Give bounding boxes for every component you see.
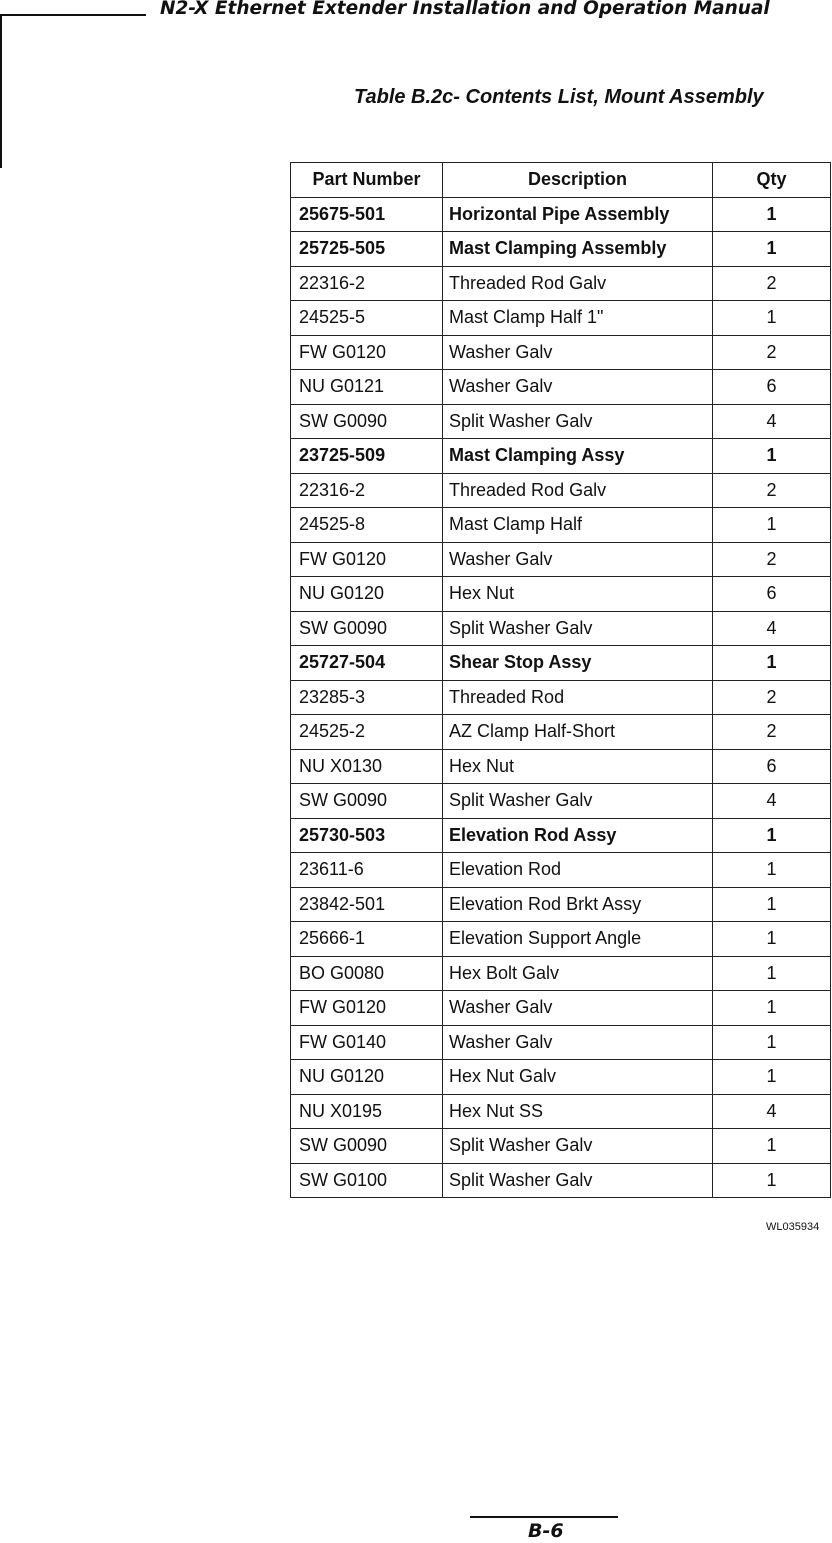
part-number-cell: 24525-2 <box>291 715 443 750</box>
part-number-cell: 25725-505 <box>291 232 443 267</box>
part-number-cell: 24525-8 <box>291 508 443 543</box>
table-row <box>291 922 831 957</box>
part-number-cell: SW G0090 <box>291 404 443 439</box>
description-cell: Hex Nut Galv <box>443 1060 713 1095</box>
description-cell: Split Washer Galv <box>443 784 713 819</box>
description-cell: Mast Clamping Assembly <box>443 232 713 267</box>
description-cell: Hex Bolt Galv <box>443 956 713 991</box>
qty-cell: 1 <box>713 197 831 232</box>
manual-title: N2-X Ethernet Extender Installation and Operation Manual <box>160 0 770 19</box>
table-row <box>291 887 831 922</box>
description-cell: Washer Galv <box>443 370 713 405</box>
qty-cell: 1 <box>713 887 831 922</box>
table-row <box>291 749 831 784</box>
qty-cell: 6 <box>713 370 831 405</box>
qty-cell: 4 <box>713 1094 831 1129</box>
part-number-cell: FW G0120 <box>291 991 443 1026</box>
table-row <box>291 646 831 681</box>
qty-cell: 1 <box>713 1163 831 1198</box>
qty-cell: 4 <box>713 784 831 819</box>
table-row <box>291 956 831 991</box>
description-cell: Mast Clamp Half 1" <box>443 301 713 336</box>
part-number-cell: NU X0195 <box>291 1094 443 1129</box>
description-cell: Horizontal Pipe Assembly <box>443 197 713 232</box>
table-row <box>291 1094 831 1129</box>
description-cell: Washer Galv <box>443 991 713 1026</box>
page-number: B-6 <box>528 1520 564 1542</box>
table-row <box>291 611 831 646</box>
part-number-cell: 25666-1 <box>291 922 443 957</box>
part-number-cell: 22316-2 <box>291 266 443 301</box>
part-number-cell: FW G0140 <box>291 1025 443 1060</box>
contents-list-table <box>290 162 831 1198</box>
part-number-cell: FW G0120 <box>291 542 443 577</box>
part-number-cell: 23611-6 <box>291 853 443 888</box>
part-number-cell: 25730-503 <box>291 818 443 853</box>
description-cell: Split Washer Galv <box>443 404 713 439</box>
qty-cell: 1 <box>713 439 831 474</box>
table-row <box>291 404 831 439</box>
part-number-cell: NU X0130 <box>291 749 443 784</box>
table-row <box>291 301 831 336</box>
part-number-cell: NU G0120 <box>291 577 443 612</box>
qty-cell: 2 <box>713 473 831 508</box>
part-number-cell: 23285-3 <box>291 680 443 715</box>
description-cell: Split Washer Galv <box>443 1163 713 1198</box>
table-row <box>291 266 831 301</box>
table-row <box>291 1163 831 1198</box>
part-number-cell: NU G0120 <box>291 1060 443 1095</box>
table-row <box>291 991 831 1026</box>
table-row <box>291 370 831 405</box>
qty-cell: 2 <box>713 680 831 715</box>
description-cell: Elevation Support Angle <box>443 922 713 957</box>
part-number-cell: 24525-5 <box>291 301 443 336</box>
table-row <box>291 542 831 577</box>
description-cell: Threaded Rod <box>443 680 713 715</box>
part-number-cell: SW G0090 <box>291 1129 443 1164</box>
qty-cell: 2 <box>713 335 831 370</box>
part-number-cell: SW G0100 <box>291 1163 443 1198</box>
header-part-number: Part Number <box>291 163 443 198</box>
qty-cell: 4 <box>713 611 831 646</box>
table-header-row <box>291 163 831 198</box>
qty-cell: 6 <box>713 577 831 612</box>
table-row <box>291 197 831 232</box>
part-number-cell: 23842-501 <box>291 887 443 922</box>
description-cell: Hex Nut <box>443 749 713 784</box>
qty-cell: 2 <box>713 542 831 577</box>
table-title: Table B.2c- Contents List, Mount Assembly <box>354 86 764 108</box>
table-row <box>291 473 831 508</box>
header-rule-vertical <box>0 14 2 168</box>
qty-cell: 1 <box>713 301 831 336</box>
description-cell: Split Washer Galv <box>443 611 713 646</box>
qty-cell: 6 <box>713 749 831 784</box>
table-row <box>291 439 831 474</box>
qty-cell: 1 <box>713 991 831 1026</box>
part-number-cell: FW G0120 <box>291 335 443 370</box>
part-number-cell: NU G0121 <box>291 370 443 405</box>
qty-cell: 1 <box>713 232 831 267</box>
description-cell: Elevation Rod Assy <box>443 818 713 853</box>
description-cell: Hex Nut <box>443 577 713 612</box>
qty-cell: 2 <box>713 266 831 301</box>
part-number-cell: 25727-504 <box>291 646 443 681</box>
description-cell: Washer Galv <box>443 542 713 577</box>
part-number-cell: 22316-2 <box>291 473 443 508</box>
table-row <box>291 784 831 819</box>
table-row <box>291 232 831 267</box>
table-row <box>291 818 831 853</box>
qty-cell: 1 <box>713 922 831 957</box>
table-row <box>291 508 831 543</box>
qty-cell: 1 <box>713 646 831 681</box>
description-cell: Threaded Rod Galv <box>443 266 713 301</box>
description-cell: Washer Galv <box>443 1025 713 1060</box>
footer-rule <box>470 1516 618 1518</box>
qty-cell: 2 <box>713 715 831 750</box>
table-row <box>291 853 831 888</box>
table-row <box>291 1129 831 1164</box>
table-row <box>291 1025 831 1060</box>
reference-code: WL035934 <box>766 1221 820 1233</box>
qty-cell: 4 <box>713 404 831 439</box>
part-number-cell: SW G0090 <box>291 611 443 646</box>
qty-cell: 1 <box>713 853 831 888</box>
description-cell: Split Washer Galv <box>443 1129 713 1164</box>
qty-cell: 1 <box>713 508 831 543</box>
description-cell: AZ Clamp Half-Short <box>443 715 713 750</box>
part-number-cell: BO G0080 <box>291 956 443 991</box>
part-number-cell: 23725-509 <box>291 439 443 474</box>
description-cell: Elevation Rod Brkt Assy <box>443 887 713 922</box>
header-description: Description <box>443 163 713 198</box>
part-number-cell: SW G0090 <box>291 784 443 819</box>
description-cell: Mast Clamp Half <box>443 508 713 543</box>
table-body <box>291 197 831 1198</box>
description-cell: Mast Clamping Assy <box>443 439 713 474</box>
table-row <box>291 1060 831 1095</box>
qty-cell: 1 <box>713 818 831 853</box>
description-cell: Washer Galv <box>443 335 713 370</box>
description-cell: Elevation Rod <box>443 853 713 888</box>
table-row <box>291 715 831 750</box>
qty-cell: 1 <box>713 1129 831 1164</box>
header-qty: Qty <box>713 163 831 198</box>
description-cell: Shear Stop Assy <box>443 646 713 681</box>
part-number-cell: 25675-501 <box>291 197 443 232</box>
description-cell: Hex Nut SS <box>443 1094 713 1129</box>
qty-cell: 1 <box>713 1025 831 1060</box>
table-row <box>291 680 831 715</box>
header-rule-horizontal <box>0 14 146 16</box>
table-row <box>291 577 831 612</box>
qty-cell: 1 <box>713 1060 831 1095</box>
table-row <box>291 335 831 370</box>
qty-cell: 1 <box>713 956 831 991</box>
description-cell: Threaded Rod Galv <box>443 473 713 508</box>
